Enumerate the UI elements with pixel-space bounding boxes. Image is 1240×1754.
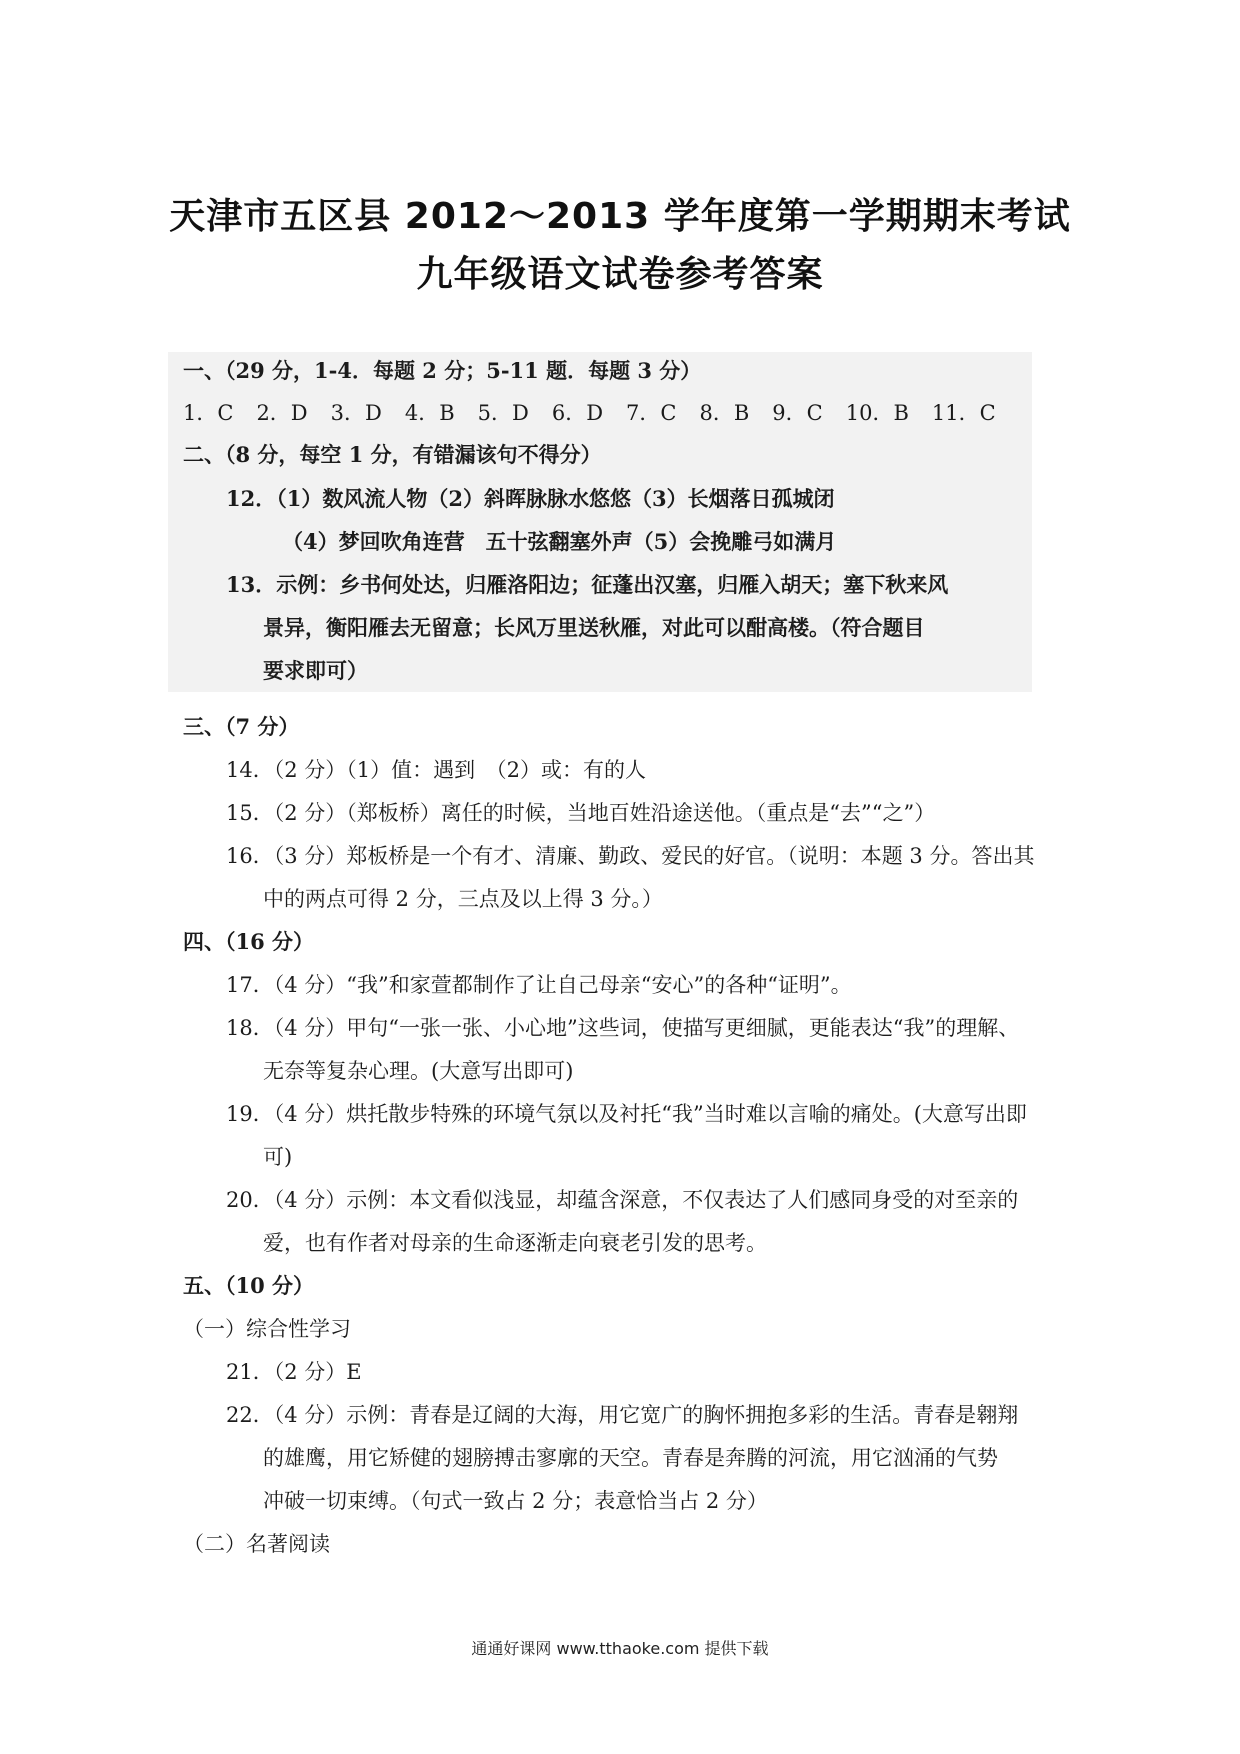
- question-19-line-2: 可): [263, 1145, 293, 1169]
- answer-3: 3．D: [330, 401, 382, 425]
- question-19-line-1: 19．（4 分）烘托散步特殊的环境气氛以及衬托“我”当时难以言喻的痛处。(大意写出即: [226, 1102, 1027, 1126]
- section-3-heading: 三、（7 分）: [183, 714, 300, 739]
- answer-2: 2．D: [256, 401, 308, 425]
- section-5-subheading-1: （一）综合性学习: [183, 1317, 351, 1341]
- answer-6: 6．D: [551, 401, 604, 425]
- question-12-line-2: （4）梦回吹角连营 五十弦翻塞外声（5）会挽雕弓如满月: [282, 529, 837, 554]
- answer-9: 9．C: [772, 401, 823, 425]
- document-subtitle: 九年级语文试卷参考答案: [416, 254, 824, 295]
- question-22-line-3: 冲破一切束缚。（句式一致占 2 分；表意恰当占 2 分）: [263, 1489, 768, 1513]
- question-22-line-2: 的雄鹰，用它矫健的翅膀搏击寥廓的天空。青春是奔腾的河流，用它汹涌的气势: [263, 1446, 998, 1470]
- document-title: 天津市五区县 2012～2013 学年度第一学期期末考试: [169, 196, 1071, 237]
- question-16-line-1: 16．（3 分）郑板桥是一个有才、清廉、勤政、爱民的好官。（说明：本题 3 分。答出其: [226, 844, 1035, 868]
- question-14: 14．（2 分）（1）值：遇到 （2）或：有的人: [226, 758, 646, 782]
- question-12-line-1: 12．（1）数风流人物（2）斜晖脉脉水悠悠（3）长烟落日孤城闭: [226, 486, 835, 511]
- question-18-line-1: 18．（4 分）甲句“一张一张、小心地”这些词，使描写更细腻，更能表达“我”的理解、: [226, 1016, 1020, 1040]
- section-4-heading: 四、（16 分）: [183, 929, 315, 954]
- answer-10: 10．B: [845, 401, 909, 425]
- answer-1: 1．C: [183, 401, 234, 425]
- section-5-subheading-2: （二）名著阅读: [183, 1532, 330, 1556]
- question-13-line-1: 13．示例：乡书何处达，归雁洛阳边；征蓬出汉塞，归雁入胡天；塞下秋来风: [226, 572, 949, 597]
- section-2-heading: 二、（8 分，每空 1 分，有错漏该句不得分）: [183, 442, 602, 467]
- question-13-line-2: 景异，衡阳雁去无留意；长风万里送秋雁，对此可以酣高楼。（符合题目: [263, 615, 925, 640]
- question-16-line-2: 中的两点可得 2 分，三点及以上得 3 分。）: [263, 887, 663, 911]
- answer-7: 7．C: [626, 401, 677, 425]
- section-1-heading: 一、（29 分，1-4．每题 2 分；5-11 题．每题 3 分）: [183, 358, 702, 383]
- question-15: 15．（2 分）（郑板桥）离任的时候，当地百姓沿途送他。（重点是“去”“之”）: [226, 801, 936, 825]
- question-18-line-2: 无奈等复杂心理。(大意写出即可): [263, 1059, 574, 1083]
- question-20-line-2: 爱，也有作者对母亲的生命逐渐走向衰老引发的思考。: [263, 1231, 767, 1255]
- question-22-line-1: 22．（4 分）示例：青春是辽阔的大海，用它宽广的胸怀拥抱多彩的生活。青春是翱翔: [226, 1403, 1019, 1427]
- question-13-line-3: 要求即可）: [263, 658, 368, 683]
- answer-4: 4．B: [404, 401, 455, 425]
- section-5-heading: 五、（10 分）: [183, 1273, 315, 1298]
- answer-8: 8．B: [699, 401, 750, 425]
- question-20-line-1: 20．（4 分）示例：本文看似浅显，却蕴含深意，不仅表达了人们感同身受的对至亲的: [226, 1188, 1019, 1212]
- answer-11: 11．C: [931, 401, 996, 425]
- question-17: 17．（4 分）“我”和家萱都制作了让自己母亲“安心”的各种“证明”。: [226, 973, 852, 997]
- question-21: 21．（2 分）E: [226, 1360, 362, 1384]
- download-footer: 通通好课网 www.tthaoke.com 提供下载: [471, 1639, 769, 1658]
- answer-5: 5．D: [477, 401, 529, 425]
- multiple-choice-answers: [183, 398, 1019, 428]
